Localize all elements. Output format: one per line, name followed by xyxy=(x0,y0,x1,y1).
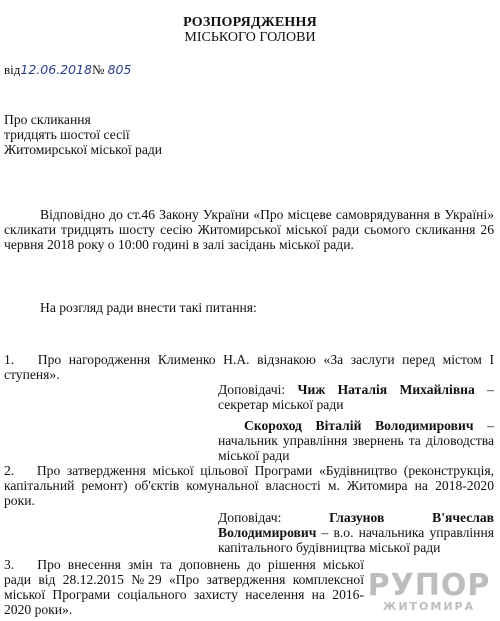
number-sign: № xyxy=(91,62,105,77)
intro-paragraph: Відповідно до ст.46 Закону України «Про місцеве самоврядування в Україні» скликати тридцять шосту сесію Житомирської міської ради сьомого скликання 26 червня 2018 року о 10:00 годині в залі засідань міської ради. xyxy=(4,207,494,252)
subject-line: Про скликання xyxy=(4,112,91,127)
agenda-item-2 xyxy=(4,463,494,508)
speakers-label: Доповідачі: xyxy=(218,382,286,397)
order-subtitle: МІСЬКОГО ГОЛОВИ xyxy=(184,30,316,45)
speaker-role: – секретар міської ради xyxy=(218,382,494,412)
watermark-line-2: ЖИТОМИРА xyxy=(382,600,476,613)
item-text: Про внесення змін та доповнень до рішення міської ради від 28.12.2015 №29 «Про затвердження комплексної міської Програми соціального захисту населення на 2016-2020 роки». xyxy=(4,557,364,617)
item-number: 1. xyxy=(4,352,15,367)
item-text: Про затвердження міської цільової Програми «Будівництво (реконструкція, капітальний ремонт) об'єктів комунальної власності м. Житомира на 2018-2020 роки. xyxy=(4,463,494,508)
date-number-line xyxy=(4,62,131,77)
order-title: РОЗПОРЯДЖЕННЯ xyxy=(183,15,317,30)
speakers-label: Доповідач: xyxy=(218,510,282,525)
agenda-item-3 xyxy=(4,557,364,617)
date-prefix: від xyxy=(4,62,21,77)
speaker-name: Чиж Наталія Михайлівна xyxy=(297,382,475,397)
handwritten-date: 12.06.2018 xyxy=(20,62,92,77)
speakers-block-2 xyxy=(218,510,494,555)
item-number: 2. xyxy=(4,463,15,478)
watermark-logo xyxy=(364,568,494,617)
handwritten-number: 805 xyxy=(107,62,132,77)
watermark-line-1: РУПОР xyxy=(367,568,491,603)
speaker-role: – начальник управління звернень та діловодства міської ради xyxy=(218,418,494,463)
speaker-name: Глазунов В'ячеслав Володимирович xyxy=(218,510,494,540)
subject-line: Житомирської міської ради xyxy=(4,142,163,157)
speaker-role: – в.о. начальника управління капітального будівництва міської ради xyxy=(218,525,494,555)
agenda-item-1 xyxy=(4,352,494,382)
item-text: Про нагородження Клименко Н.А. відзнакою «За заслуги перед містом І ступеня». xyxy=(4,352,495,382)
subject-block xyxy=(4,112,162,157)
speakers-block-1 xyxy=(218,382,494,412)
agenda-intro: На розгляд ради внести такі питання: xyxy=(40,300,257,315)
speaker-block-1b xyxy=(218,418,494,463)
item-number: 3. xyxy=(4,557,15,572)
subject-line: тридцять шостої сесії xyxy=(4,127,130,142)
speaker-name: Скороход Віталій Володимирович xyxy=(244,418,474,433)
